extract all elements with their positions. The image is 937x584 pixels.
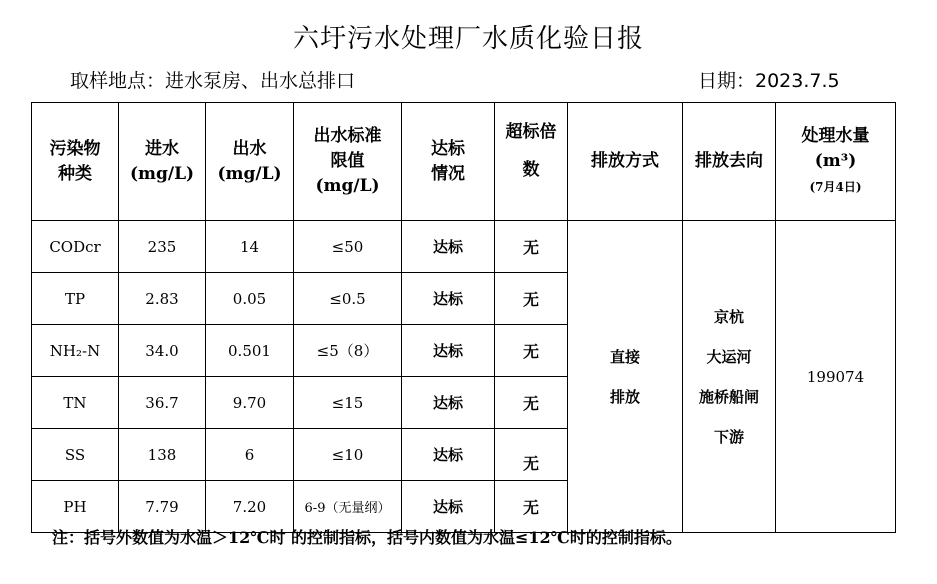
sampling-location: 取样地点：进水泵房、出水总排口 bbox=[70, 70, 356, 92]
influent-cell: 138 bbox=[119, 429, 206, 481]
influent-cell: 2.83 bbox=[119, 273, 206, 325]
effluent-cell: 14 bbox=[206, 221, 294, 273]
exceed-cell: 无 bbox=[495, 221, 568, 273]
table-row bbox=[32, 221, 896, 273]
limit-cell: 6-9（无量纲） bbox=[294, 481, 402, 533]
pollutant-cell: TN bbox=[32, 377, 119, 429]
header-status: 达标 情况 bbox=[402, 103, 495, 221]
limit-cell: ≤10 bbox=[294, 429, 402, 481]
status-cell: 达标 bbox=[402, 273, 495, 325]
influent-cell: 235 bbox=[119, 221, 206, 273]
header-exceed: 超标倍 数 bbox=[495, 103, 568, 221]
exceed-cell: 无 bbox=[495, 377, 568, 429]
header-discharge-destination: 排放去向 bbox=[683, 103, 776, 221]
footnote: 注：括号外数值为水温＞12℃时 的控制指标，括号内数值为水温≤12℃时的控制指标。 bbox=[52, 528, 682, 547]
status-cell: 达标 bbox=[402, 325, 495, 377]
effluent-cell: 0.05 bbox=[206, 273, 294, 325]
effluent-cell: 6 bbox=[206, 429, 294, 481]
header-pollutant: 污染物 种类 bbox=[32, 103, 119, 221]
discharge-method-cell: 直接 排放 bbox=[568, 221, 683, 533]
exceed-cell: 无 bbox=[495, 481, 568, 533]
pollutant-cell: TP bbox=[32, 273, 119, 325]
influent-cell: 36.7 bbox=[119, 377, 206, 429]
report-title: 六圩污水处理厂水质化验日报 bbox=[292, 24, 644, 54]
limit-cell: ≤0.5 bbox=[294, 273, 402, 325]
header-discharge-method: 排放方式 bbox=[568, 103, 683, 221]
discharge-destination-cell: 京杭 大运河 施桥船闸 下游 bbox=[683, 221, 776, 533]
exceed-cell: 无 bbox=[495, 325, 568, 377]
water-quality-table bbox=[31, 102, 896, 533]
exceed-cell: 无 bbox=[495, 273, 568, 325]
effluent-cell: 0.501 bbox=[206, 325, 294, 377]
header-row bbox=[32, 103, 896, 221]
volume-cell: 199074 bbox=[776, 221, 896, 533]
status-cell: 达标 bbox=[402, 377, 495, 429]
status-cell: 达标 bbox=[402, 481, 495, 533]
header-limit: 出水标准 限值 (mg/L) bbox=[294, 103, 402, 221]
effluent-cell: 9.70 bbox=[206, 377, 294, 429]
exceed-cell: 无 bbox=[495, 429, 568, 481]
influent-cell: 7.79 bbox=[119, 481, 206, 533]
report-date: 日期：2023.7.5 bbox=[698, 70, 840, 92]
pollutant-cell: SS bbox=[32, 429, 119, 481]
pollutant-cell: CODcr bbox=[32, 221, 119, 273]
effluent-cell: 7.20 bbox=[206, 481, 294, 533]
header-effluent: 出水 (mg/L) bbox=[206, 103, 294, 221]
limit-cell: ≤15 bbox=[294, 377, 402, 429]
influent-cell: 34.0 bbox=[119, 325, 206, 377]
limit-cell: ≤50 bbox=[294, 221, 402, 273]
header-influent: 进水 (mg/L) bbox=[119, 103, 206, 221]
header-volume: 处理水量 (m³) (7月4日) bbox=[776, 103, 896, 221]
pollutant-cell: PH bbox=[32, 481, 119, 533]
limit-cell: ≤5（8） bbox=[294, 325, 402, 377]
status-cell: 达标 bbox=[402, 429, 495, 481]
status-cell: 达标 bbox=[402, 221, 495, 273]
pollutant-cell: NH₂-N bbox=[32, 325, 119, 377]
